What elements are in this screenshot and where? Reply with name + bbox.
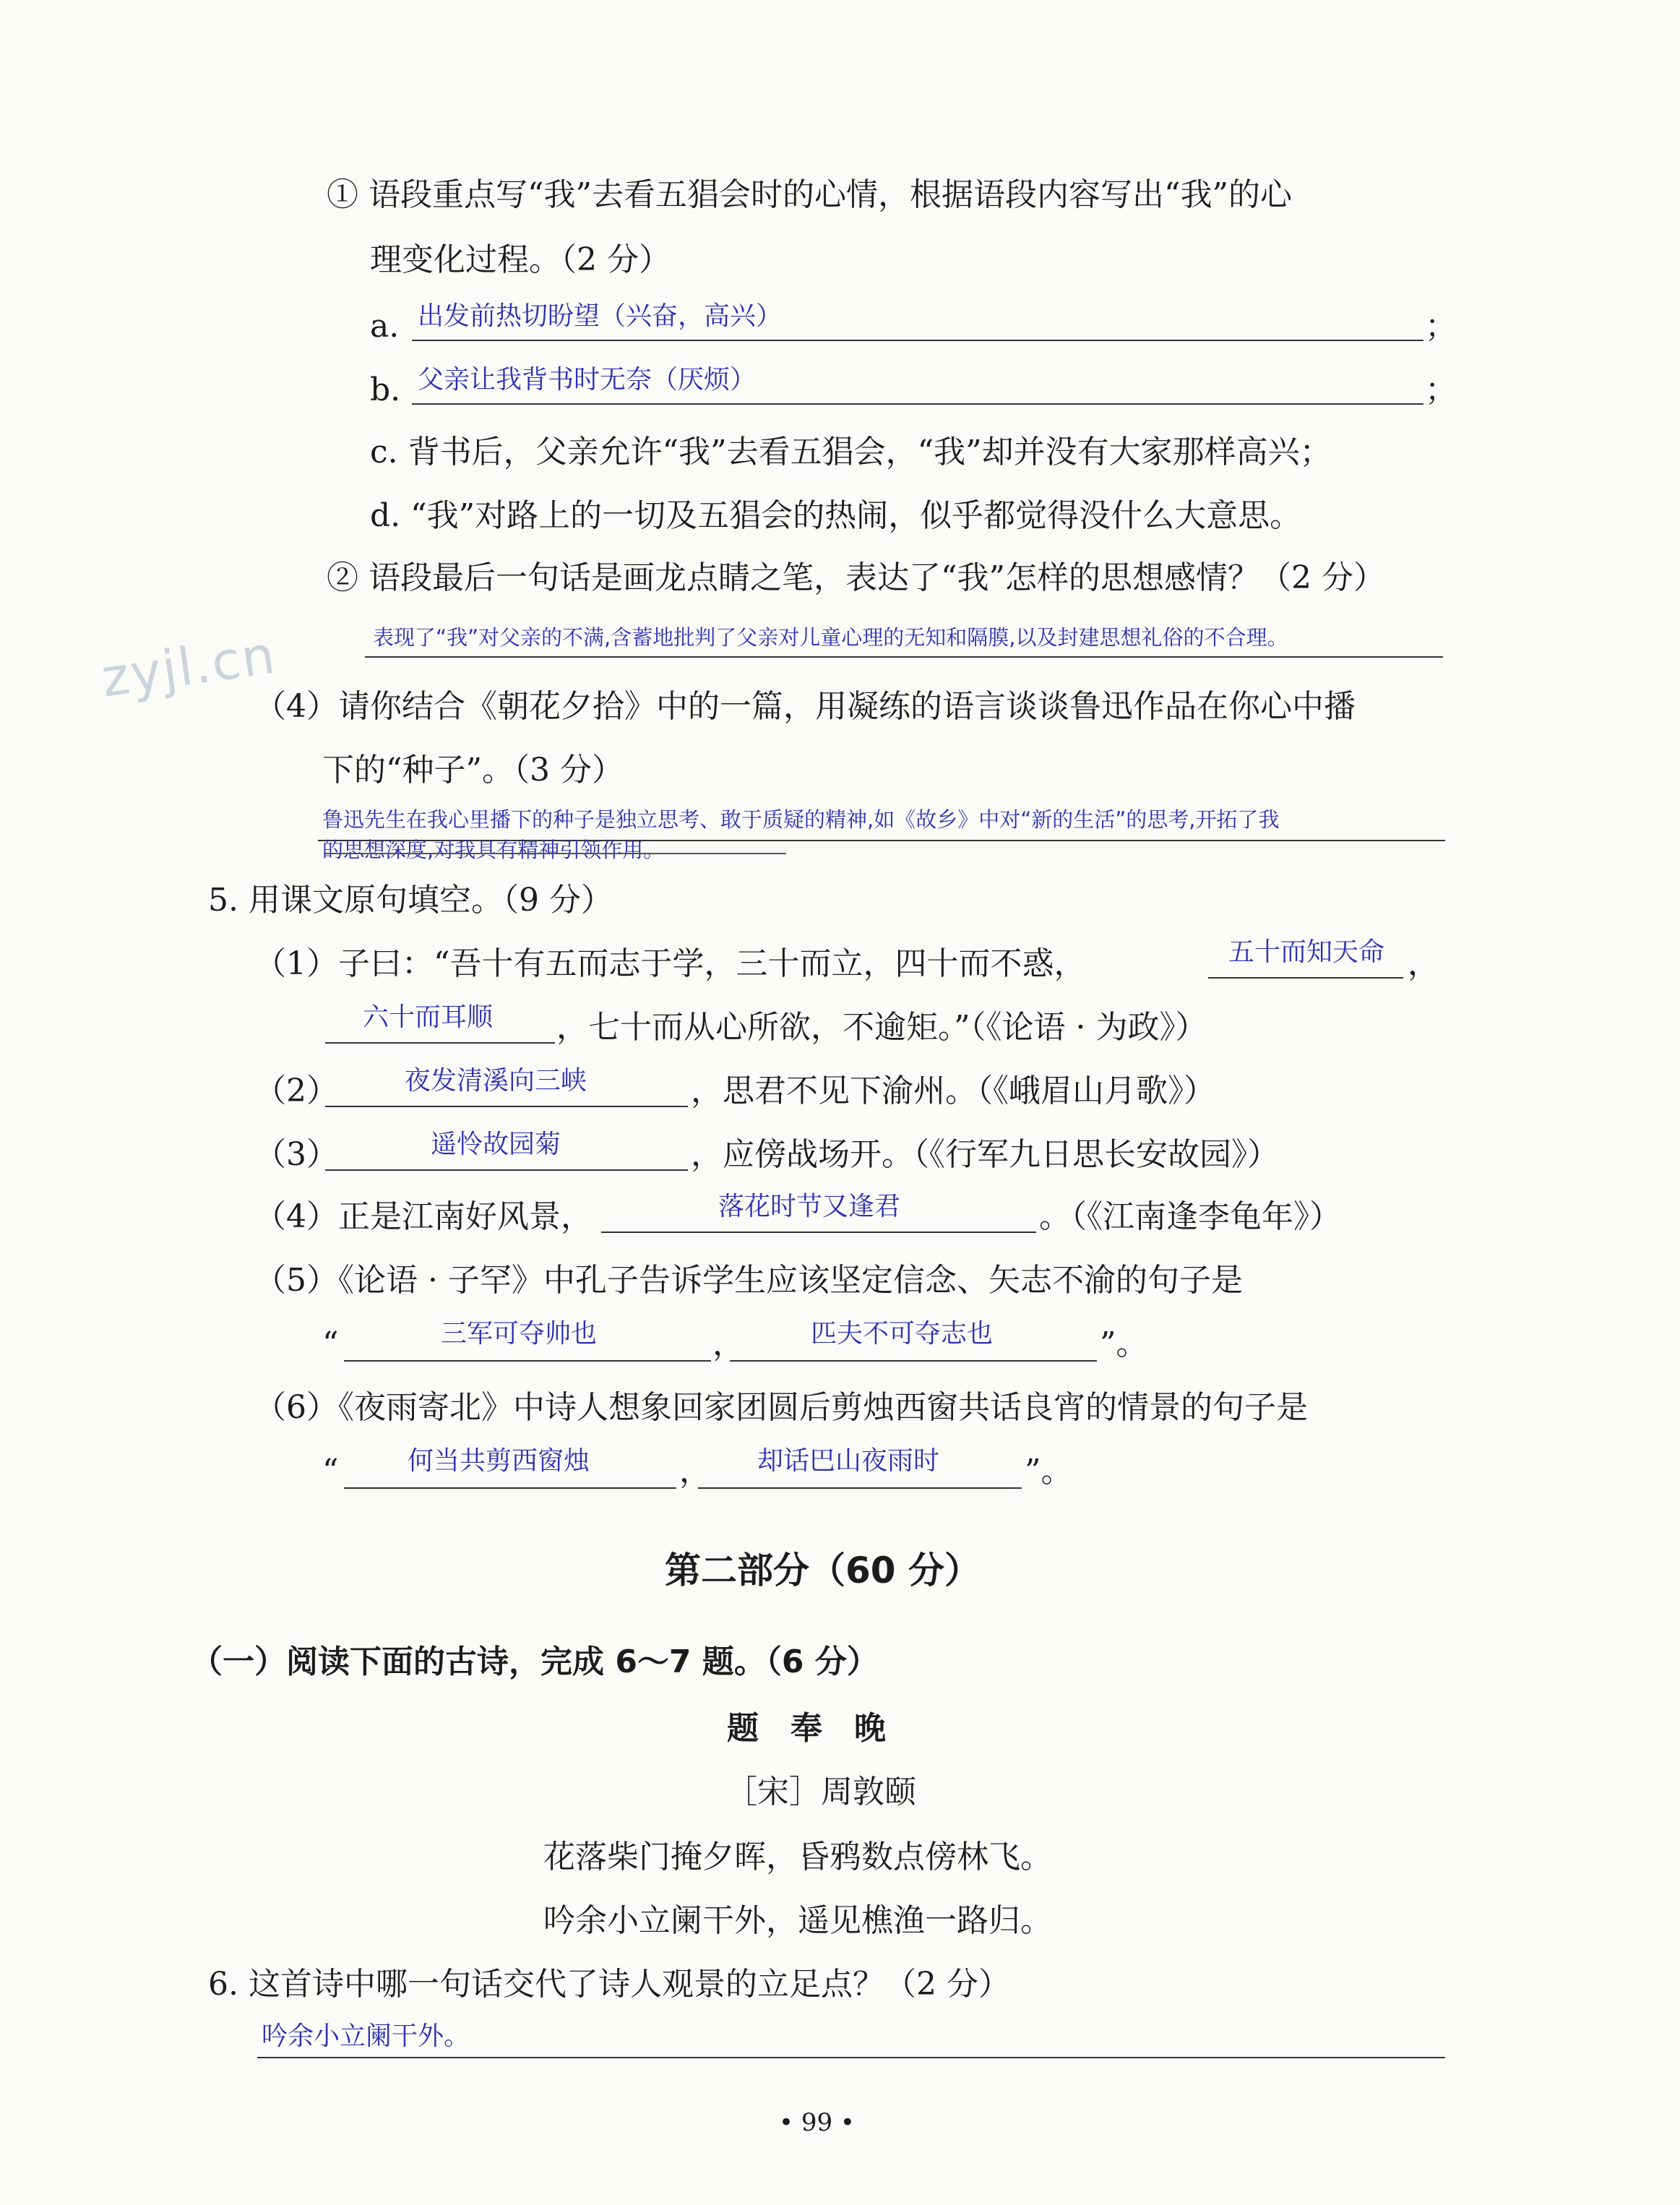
- question-4-answer-line2: 的思想深度,对我具有精神引领作用。: [322, 838, 665, 862]
- poem-line1: 花落柴门掩夕晖，昏鸦数点傍林飞。: [543, 1839, 1052, 1875]
- poem-line2: 吟余小立阑干外，遥见樵渔一路归。: [543, 1902, 1052, 1939]
- item-d: d. “我”对路上的一切及五猖会的热闹，似乎都觉得没什么大意思。: [370, 497, 1302, 534]
- question-4-answer-line1: 鲁迅先生在我心里播下的种子是独立思考、敢于质疑的精神,如《故乡》中对“新的生活”的思考,开拓了我: [322, 807, 1280, 832]
- q5-1-rest: ，七十而从心所欲，不逾矩。”（《论语 · 为政》）: [556, 1009, 1207, 1046]
- q5-4-text: （4）正是江南好风景，: [254, 1198, 593, 1235]
- question-circle2: ② 语段最后一句话是画龙点睛之笔，表达了“我”怎样的思想感情？（2 分）: [327, 559, 1385, 596]
- q5-6-underline1: [344, 1487, 676, 1489]
- item-a-underline: [412, 340, 1423, 341]
- q5-5-text: （5）《论语 · 子罕》中孔子告诉学生应该坚定信念、矢志不渝的句子是: [254, 1262, 1243, 1299]
- q5-4-answer: 落花时节又逢君: [718, 1192, 901, 1221]
- q5-2-label: （2）: [254, 1073, 338, 1109]
- q5-6-underline2: [698, 1487, 1022, 1489]
- poem-author: ［宋］周敦颐: [725, 1774, 916, 1810]
- item-b-underline: [412, 403, 1423, 405]
- q5-1-underline1: [1208, 977, 1403, 979]
- question-6: 6. 这首诗中哪一句话交代了诗人观景的立足点？（2 分）: [208, 1966, 1010, 2003]
- q5-6-text: （6）《夜雨寄北》中诗人想象回家团圆后剪烛西窗共话良宵的情景的句子是: [254, 1389, 1308, 1426]
- q5-5-open: “: [322, 1325, 339, 1362]
- q5-6-answer2: 却话巴山夜雨时: [757, 1446, 940, 1476]
- item-a-label: a.: [370, 308, 400, 345]
- question-4-line2: 下的“种子”。（3 分）: [322, 752, 624, 788]
- question-circle2-answer: 表现了“我”对父亲的不满,含蓄地批判了父亲对儿童心理的无知和隔膜,以及封建思想礼俗的不合理。: [373, 625, 1288, 650]
- q5-3-answer: 遥怜故园菊: [431, 1130, 561, 1159]
- q5-6-answer1: 何当共剪西窗烛: [408, 1446, 590, 1476]
- q5-6-mid: ，: [679, 1453, 711, 1490]
- q5-1-answer1: 五十而知天命: [1228, 937, 1385, 967]
- q5-1-answer2: 六十而耳顺: [363, 1002, 494, 1032]
- question-circle1: ① 语段重点写“我”去看五猖会时的心情，根据语段内容写出“我”的心: [327, 176, 1292, 213]
- q5-3-underline: [325, 1169, 688, 1171]
- q5-5-underline1: [344, 1360, 711, 1362]
- q5-1-underline2: [325, 1042, 555, 1044]
- question-4-strike: [324, 853, 786, 854]
- item-a-answer: 出发前热切盼望（兴奋，高兴）: [418, 301, 783, 331]
- q5-5-answer2: 匹夫不可夺志也: [811, 1319, 994, 1349]
- watermark: zyjl.cn: [98, 624, 280, 709]
- q5-3-rest: ，应傍战场开。（《行军九日思长安故园》）: [691, 1136, 1279, 1173]
- item-a-end: ；: [1425, 308, 1457, 345]
- q5-2-rest: ，思君不见下渝州。（《峨眉山月歌》）: [691, 1073, 1215, 1109]
- question-6-answer: 吟余小立阑干外。: [262, 2021, 470, 2051]
- q5-5-underline2: [730, 1360, 1097, 1362]
- item-b-end: ；: [1425, 371, 1457, 408]
- question-circle2-underline: [365, 656, 1443, 658]
- section1-title: （一）阅读下面的古诗，完成 6～7 题。（6 分）: [191, 1643, 879, 1680]
- q5-4-rest: 。（《江南逢李龟年》）: [1039, 1198, 1341, 1235]
- poem-title: 题 奉 晚: [727, 1710, 886, 1747]
- q5-1-text: （1）子曰：“吾十有五而志于学，三十而立，四十而不惑，: [254, 945, 1086, 982]
- question-4-line1: （4）请你结合《朝花夕拾》中的一篇，用凝练的语言谈谈鲁迅作品在你心中播: [254, 688, 1356, 725]
- q5-3-label: （3）: [254, 1136, 338, 1173]
- item-b-answer: 父亲让我背书时无奈（厌烦）: [418, 365, 757, 395]
- item-c: c. 背书后，父亲允许“我”去看五猖会，“我”却并没有大家那样高兴；: [370, 434, 1332, 470]
- q5-6-close: ”。: [1025, 1453, 1073, 1490]
- question-5-title: 5. 用课文原句填空。（9 分）: [208, 882, 613, 919]
- question-circle1-cont: 理变化过程。（2 分）: [370, 241, 671, 278]
- q5-5-close: ”。: [1100, 1325, 1148, 1362]
- q5-2-answer: 夜发清溪向三峡: [405, 1066, 587, 1096]
- q5-4-underline: [601, 1232, 1036, 1233]
- question-6-underline: [257, 2057, 1445, 2058]
- q5-6-open: “: [322, 1453, 339, 1490]
- part2-title: 第二部分（60 分）: [665, 1549, 981, 1591]
- q5-1-comma: ，: [1408, 945, 1439, 982]
- q5-2-underline: [325, 1106, 688, 1107]
- q5-5-answer1: 三军可夺帅也: [441, 1319, 598, 1349]
- q5-5-mid: ，: [712, 1325, 744, 1362]
- item-b-label: b.: [370, 371, 401, 408]
- page-number: • 99 •: [779, 2108, 855, 2137]
